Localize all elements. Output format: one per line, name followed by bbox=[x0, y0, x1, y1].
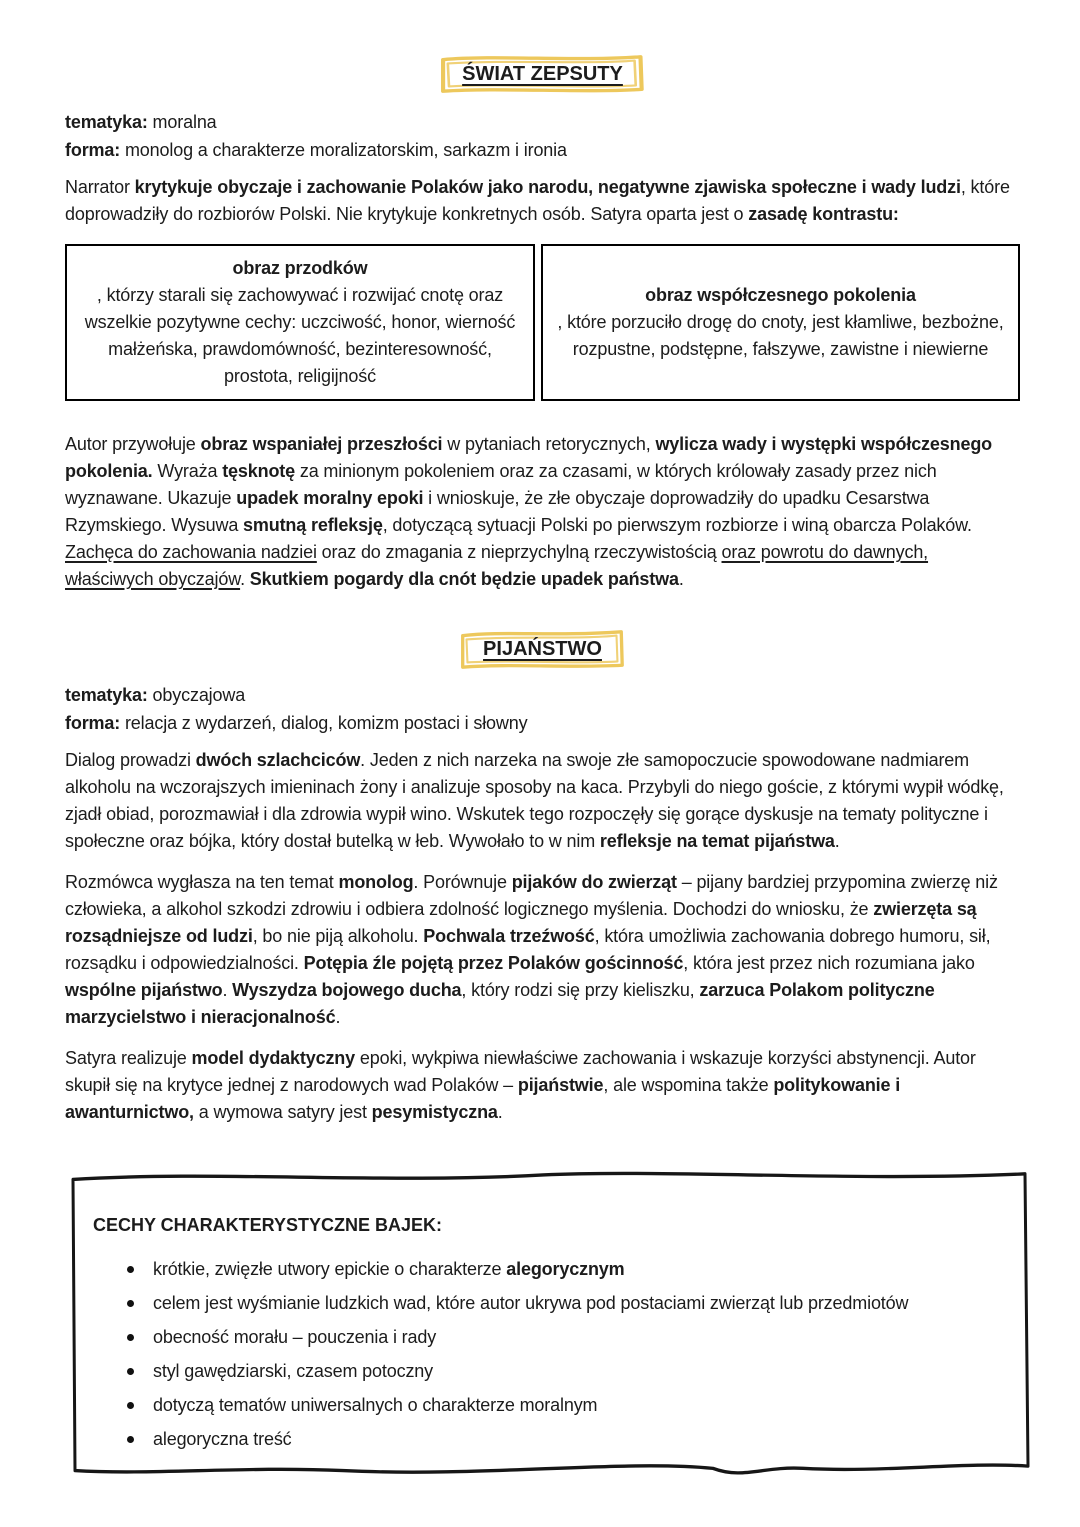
meta-label: tematyka: bbox=[65, 112, 148, 132]
list-item bbox=[125, 1323, 995, 1352]
list-item-text: celem jest wyśmianie ludzkich wad, które autor ukrywa pod postaciami zwierząt lub przedmiotów bbox=[153, 1293, 909, 1313]
list-item bbox=[125, 1391, 995, 1420]
box-ancestors-image: obraz przodków , którzy starali się zachowywać i rozwijać cnotę oraz wszelkie pozytywne cechy: uczciwość, honor, wierność małżeńska, prawdomówność, bezinteresowność, prostota, religijność bbox=[65, 244, 535, 401]
meta-forma bbox=[65, 709, 1020, 737]
section-title: ŚWIAT ZEPSUTY bbox=[462, 63, 623, 85]
meta-value: obyczajowa bbox=[147, 685, 246, 705]
meta-label: tematyka: bbox=[65, 685, 148, 705]
paragraph-satyra-model: Satyra realizuje model dydaktyczny epoki, wykpiwa niewłaściwe zachowania i wskazuje korzyści abstynencji. Autor skupił się na krytyce jednej z narodowych wad Polaków – pijaństwie, ale wspomina także politykowanie i awanturnictwo, a wymowa satyry jest pesymistyczna. bbox=[65, 1048, 976, 1122]
meta-label: forma: bbox=[65, 140, 121, 160]
title-box-pijanstwo bbox=[457, 627, 628, 671]
list-item bbox=[125, 1357, 995, 1386]
paragraph-monolog: Rozmówca wygłasza na ten temat monolog. Porównuje pijaków do zwierząt – pijany bardziej przypomina zwierzę niż człowieka, a alkohol szkodzi zdrowiu i odbiera zdolność logicznego myślenia. Dochodzi do wniosku, że zwierzęta są rozsądniejsze od ludzi, bo nie piją alkoholu. Pochwala trzeźwość, która umożliwia zachowania dobrego humoru, sił, rozsądku i odpowiedzialności. Potępia źle pojętą przez Polaków gościnność, która jest przez nich rozumiana jako wspólne pijaństwo. Wyszydza bojowego ducha, który rodzi się przy kieliszku, zarzuca Polakom polityczne marzycielstwo i nieracjonalność. bbox=[65, 872, 998, 1027]
list-item-text: alegoryczna treść bbox=[153, 1429, 292, 1449]
paragraph-author: Autor przywołuje obraz wspaniałej przeszłości w pytaniach retorycznych, wylicza wady i występki współczesnego pokolenia. Wyraża tęsknotę za minionym pokoleniem oraz za czasami, w których królowały zasady przez nich wyznawane. Ukazuje upadek moralny epoki i wnioskuje, że złe obyczaje doprowadziły do upadku Cesarstwa Rzymskiego. Wysuwa smutną refleksję, dotyczącą sytuacji Polski po pierwszym rozbiorze i winą obarcza Polaków. Zachęca do zachowania nadziei oraz do zmagania z nieprzychylną rzeczywistością oraz powrotu do dawnych, właściwych obyczajów. Skutkiem pogardy dla cnót będzie upadek państwa. bbox=[65, 434, 993, 589]
meta-forma bbox=[65, 136, 1020, 164]
list-item bbox=[125, 1255, 995, 1284]
box-modern-generation-image: obraz współczesnego pokolenia , które porzuciło drogę do cnoty, jest kłamliwe, bezbożne, rozpustne, podstępne, fałszywe, zawistne i niewierne bbox=[541, 244, 1020, 401]
paragraph-narrator: Narrator krytykuje obyczaje i zachowanie Polaków jako narodu, negatywne zjawiska społeczne i wady ludzi, które doprowadziły do rozbiorów Polski. Nie krytykuje konkretnych osób. Satyra oparta jest o zasadę kontrastu: bbox=[65, 177, 1010, 224]
bullet-icon bbox=[127, 1266, 134, 1273]
pijanstwo-meta bbox=[65, 681, 1020, 737]
title-box-swiat bbox=[436, 52, 649, 96]
list-item-text: obecność morału – pouczenia i rady bbox=[153, 1327, 437, 1347]
features-list bbox=[125, 1255, 995, 1454]
section-swiat-zepsuty-title-wrap bbox=[65, 52, 1020, 96]
paragraph-dialog: Dialog prowadzi dwóch szlachciców. Jeden z nich narzeka na swoje złe samopoczucie spowodowane nadmiarem alkoholu na wczorajszych imieninach żony i analizuje sposoby na kaca. Przybyli do niego goście, z którymi wypił wódkę, zjadł obiad, porozmawiał i dla zdrowia wypił wino. Wskutek tego rozpoczęły się gorące dyskusje na tematy polityczne i społeczne oraz bójka, który dostał butelką w łeb. Wywołało to w nim refleksje na temat pijaństwa. bbox=[65, 750, 1004, 851]
bullet-icon bbox=[127, 1402, 134, 1409]
features-box bbox=[63, 1166, 1035, 1493]
swiat-meta bbox=[65, 108, 1020, 164]
comparison-table bbox=[65, 244, 1020, 401]
meta-value: moralna bbox=[147, 112, 217, 132]
section-title: PIJAŃSTWO bbox=[483, 638, 602, 660]
section-pijanstwo-title-wrap bbox=[65, 627, 1020, 671]
bullet-icon bbox=[127, 1334, 134, 1341]
bullet-icon bbox=[127, 1368, 134, 1375]
meta-tematyka bbox=[65, 681, 1020, 709]
list-item bbox=[125, 1425, 995, 1454]
bullet-icon bbox=[127, 1300, 134, 1307]
list-item-text: krótkie, zwięzłe utwory epickie o charakterze alegorycznym bbox=[153, 1259, 625, 1279]
bullet-icon bbox=[127, 1436, 134, 1443]
list-item bbox=[125, 1289, 995, 1318]
list-item-text: styl gawędziarski, czasem potoczny bbox=[153, 1361, 434, 1381]
meta-value: relacja z wydarzeń, dialog, komizm postaci i słowny bbox=[120, 713, 528, 733]
list-item-text: dotyczą tematów uniwersalnych o charakterze moralnym bbox=[153, 1395, 598, 1415]
meta-tematyka bbox=[65, 108, 1020, 136]
features-content bbox=[93, 1212, 995, 1454]
meta-label: forma: bbox=[65, 713, 121, 733]
features-heading: CECHY CHARAKTERYSTYCZNE BAJEK: bbox=[93, 1215, 443, 1235]
meta-value: monolog a charakterze moralizatorskim, sarkazm i ironia bbox=[120, 140, 567, 160]
